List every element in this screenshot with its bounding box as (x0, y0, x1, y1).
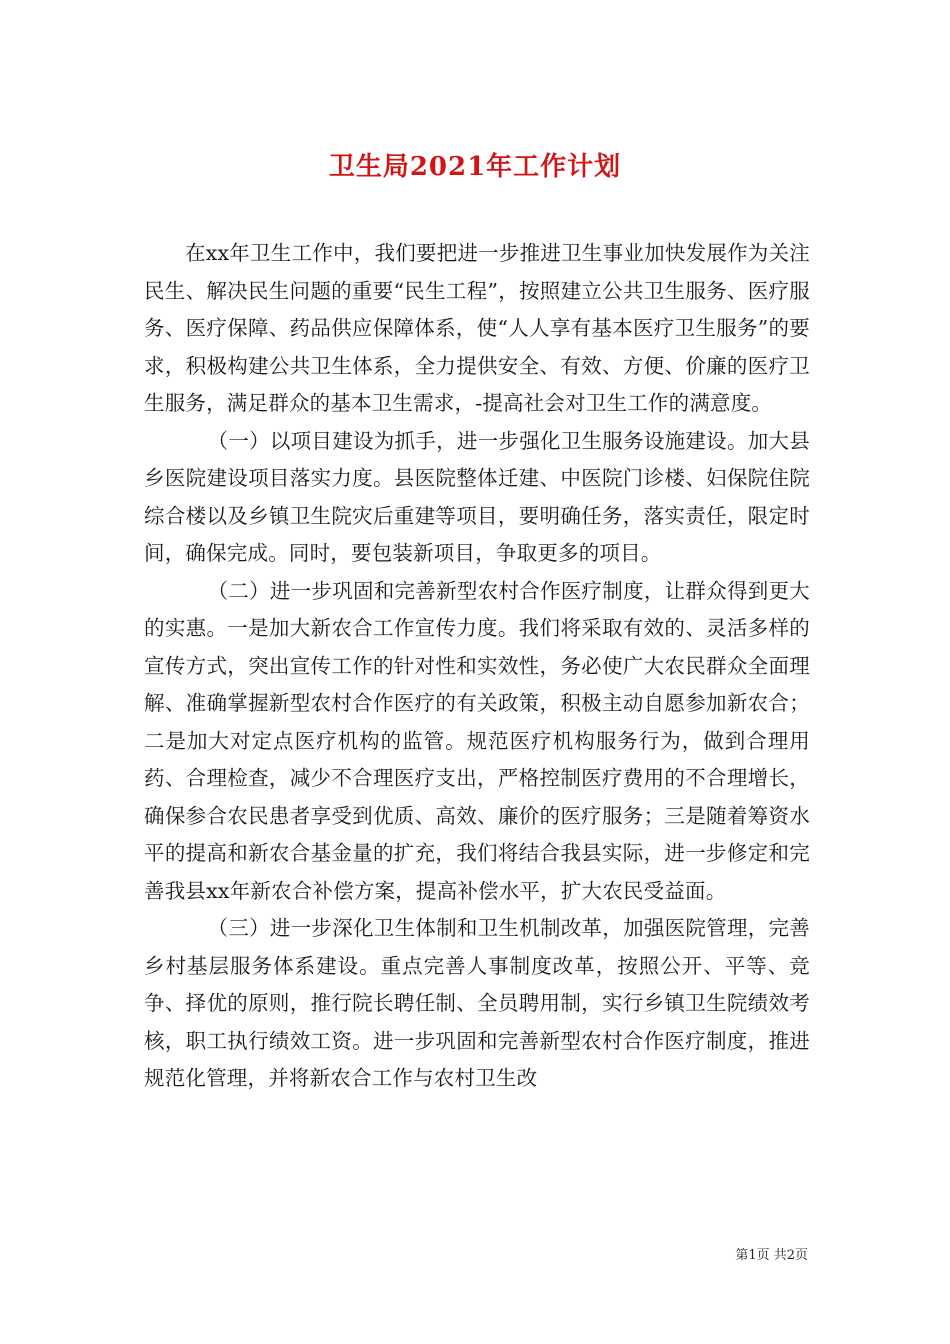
page-number: 第1页 共2页 (735, 1248, 808, 1263)
paragraph-section-1: （一）以项目建设为抓手，进一步强化卫生服务设施建设。加大县乡医院建设项目落实力度。县医院整体迁建、中医院门诊楼、妇保院住院综合楼以及乡镇卫生院灾后重建等项目，要明确任务，落实责任，限定时间，确保完成。同时，要包装新项目，争取更多的项目。 (144, 428, 810, 565)
page-title: 卫生局2021年工作计划 (328, 152, 622, 183)
document-body (144, 235, 810, 1098)
paragraph-section-3: （三）进一步深化卫生体制和卫生机制改革，加强医院管理，完善乡村基层服务体系建设。重点完善人事制度改革，按照公开、平等、竞争、择优的原则，推行院长聘任制、全员聘用制，实行乡镇卫生院绩效考核，职工执行绩效工资。进一步巩固和完善新型农村合作医疗制度，推进规范化管理，并将新农合工作与农村卫生改 (144, 916, 810, 1090)
paragraph-section-2: （二）进一步巩固和完善新型农村合作医疗制度，让群众得到更大的实惠。一是加大新农合工作宣传力度。我们将采取有效的、灵活多样的宣传方式，突出宣传工作的针对性和实效性，务必使广大农民群众全面理解、准确掌握新型农村合作医疗的有关政策，积极主动自愿参加新农合；二是加大对定点医疗机构的监管。规范医疗机构服务行为，做到合理用药、合理检查，减少不合理医疗支出，严格控制医疗费用的不合理增长，确保参合农民患者享受到优质、高效、廉价的医疗服务；三是随着筹资水平的提高和新农合基金量的扩充，我们将结合我县实际，进一步修定和完善我县xx年新农合补偿方案，提高补偿水平，扩大农民受益面。 (144, 578, 810, 903)
paragraph-intro: 在xx年卫生工作中，我们要把进一步推进卫生事业加快发展作为关注民生、解决民生问题的重要“民生工程”，按照建立公共卫生服务、医疗服务、医疗保障、药品供应保障体系，使“人人享有基本医疗卫生服务”的要求，积极构建公共卫生体系，全力提供安全、有效、方便、价廉的医疗卫生服务，满足群众的基本卫生需求，-提高社会对卫生工作的满意度。 (144, 241, 810, 415)
